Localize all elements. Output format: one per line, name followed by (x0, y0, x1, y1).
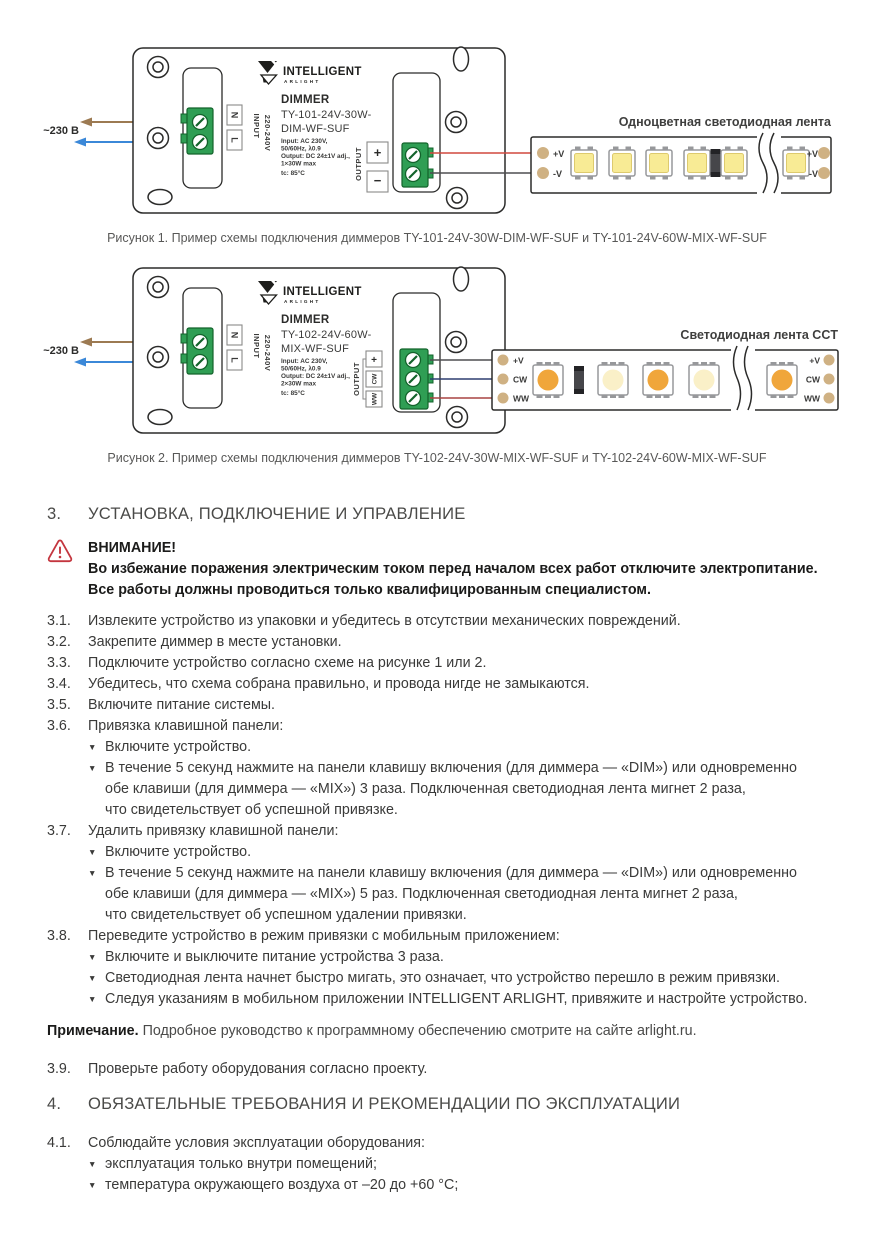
model-line2: DIM-WF-SUF (281, 123, 350, 135)
output-plus-label: + (373, 145, 382, 160)
led-strip-mono (531, 133, 831, 195)
pad-ww-label: WW (803, 393, 820, 404)
figure2-diagram (0, 262, 874, 442)
sub-bullet (88, 842, 843, 863)
arrow-blue-icon (74, 138, 86, 147)
item-number: 4.1. (47, 1135, 71, 1151)
brand-subname: ARLIGHT (284, 299, 321, 304)
spec-freq: 50/60Hz, λ0.9 (281, 145, 321, 153)
terminal-screw-icon (406, 148, 421, 163)
terminal-screw-icon (193, 335, 208, 350)
output-cw-label: CW (371, 373, 379, 385)
list-item (47, 653, 843, 674)
terminal-screw-icon (406, 353, 421, 368)
led-chip-icon (571, 147, 597, 180)
mounting-hole-icon (148, 128, 169, 149)
item-number: 3.5. (47, 697, 71, 713)
warning-block (47, 538, 843, 601)
spec-input: Input: AC 230V, (281, 358, 328, 365)
mounting-hole-icon (446, 332, 467, 353)
led-chip-icon (533, 362, 563, 398)
mounting-slot-icon (148, 410, 172, 425)
solder-pad-icon (537, 147, 549, 159)
item-text: Удалить привязку клавишной панели: (88, 823, 339, 839)
mains-voltage-label: ~230 В (43, 125, 79, 137)
bullet-marker-icon: ▼ (88, 742, 97, 752)
input-label: INPUT (252, 333, 261, 359)
bullet-marker-icon: ▼ (88, 952, 97, 962)
spec-freq: 50/60Hz, λ0.9 (281, 365, 321, 373)
bullet-text: температура окружающего воздуха от –20 до +60 °C; (105, 1177, 459, 1193)
spec-output: Output: DC 24±1V adj., (281, 153, 350, 160)
item-text: Соблюдайте условия эксплуатации оборудования: (88, 1135, 425, 1151)
bullet-marker-icon: ▼ (88, 1180, 97, 1190)
spec-tc: tc: 85°C (281, 170, 305, 177)
input-range-label: 220-240V (263, 334, 272, 372)
solder-pad-icon (498, 374, 509, 385)
sub-bullet (88, 989, 843, 1010)
mounting-hole-icon (446, 112, 467, 133)
input-label: INPUT (252, 113, 261, 139)
spec-power: 1×30W max (281, 160, 316, 168)
resistor-icon (711, 149, 721, 177)
pad-cw-label: CW (513, 374, 528, 385)
terminal-screw-icon (193, 355, 208, 370)
sub-bullet (88, 737, 843, 758)
led-chip-icon (767, 362, 797, 398)
spec-input: Input: AC 230V, (281, 138, 328, 145)
warning-triangle-icon (47, 538, 88, 601)
terminal-n-label: N (229, 331, 240, 339)
item-number: 3.1. (47, 613, 71, 629)
solder-pad-icon (818, 167, 830, 179)
item-number: 3.4. (47, 676, 71, 692)
terminal-screw-icon (406, 167, 421, 182)
list-item (47, 926, 843, 947)
terminal-l-label: L (229, 357, 240, 363)
mounting-hole-icon (148, 347, 169, 368)
note-text: Подробное руководство к программному обеспечению смотрите на сайте arlight.ru. (142, 1023, 697, 1039)
model-line1: TY-101-24V-30W- (281, 109, 372, 121)
mounting-hole-icon (447, 407, 468, 428)
item-text: Привязка клавишной панели: (88, 718, 284, 734)
list-item (47, 821, 843, 842)
terminal-screw-icon (406, 372, 421, 387)
output-terminal (400, 349, 433, 409)
spec-power: 2×30W max (281, 380, 316, 388)
terminal-screw-icon (406, 391, 421, 406)
item-number: 3.8. (47, 928, 71, 944)
terminal-l-label: L (229, 137, 240, 143)
output-minus-label: − (373, 173, 382, 188)
item-number: 3.9. (47, 1061, 71, 1077)
resistor-icon (574, 366, 584, 394)
sub-bullet (88, 947, 843, 968)
product-title: DIMMER (281, 94, 330, 106)
led-chip-icon (609, 147, 635, 180)
bullet-marker-icon: ▼ (88, 994, 97, 1004)
section4-title: ОБЯЗАТЕЛЬНЫЕ ТРЕБОВАНИЯ И РЕКОМЕНДАЦИИ ПО ЭКСПЛУАТАЦИИ (88, 1094, 681, 1113)
mounting-slot-icon (148, 190, 172, 205)
bullet-text: Включите устройство. (105, 844, 252, 860)
section3-number: 3. (47, 504, 62, 523)
bullet-text: Следуя указаниям в мобильном приложении INTELLIGENT ARLIGHT, привяжите и настройте устройство. (105, 991, 808, 1007)
warning-title: ВНИМАНИЕ! (88, 540, 177, 556)
pad-minus-label: -V (553, 169, 562, 179)
led-chip-icon (721, 147, 747, 180)
section4-number: 4. (47, 1094, 62, 1113)
arrow-brown-icon (80, 338, 92, 347)
list-item (47, 611, 843, 632)
section3-heading (47, 503, 843, 525)
solder-pad-icon (824, 355, 835, 366)
solder-pad-icon (498, 393, 509, 404)
bullet-text: Включите и выключите питание устройства 3 раза. (105, 949, 444, 965)
note-label: Примечание. (47, 1023, 139, 1039)
pad-plus-label: +V (553, 149, 565, 159)
pad-plus-label: +V (513, 355, 524, 366)
item-number: 3.7. (47, 823, 71, 839)
model-line1: TY-102-24V-60W- (281, 329, 372, 341)
item-text: Убедитесь, что схема собрана правильно, и провода нигде не замыкаются. (88, 676, 590, 692)
bullet-marker-icon: ▼ (88, 1159, 97, 1169)
item-text: Подключите устройство согласно схеме на рисунке 1 или 2. (88, 655, 487, 671)
bullet-marker-icon: ▼ (88, 973, 97, 983)
solder-pad-icon (824, 374, 835, 385)
mounting-hole-icon (148, 277, 169, 298)
strip-title: Светодиодная лента CCT (680, 328, 838, 342)
arrow-brown-icon (80, 118, 92, 127)
output-ww-label: WW (371, 392, 379, 406)
item-text: Включите питание системы. (88, 697, 276, 713)
solder-pad-icon (537, 167, 549, 179)
bullet-text: Светодиодная лента начнет быстро мигать, это означает, что устройство перешло в режим привязки. (105, 970, 780, 986)
mounting-hole-icon (148, 57, 169, 78)
output-plus-label: + (371, 355, 377, 366)
brand-subname: ARLIGHT (284, 79, 321, 84)
mounting-slot-icon (454, 47, 469, 71)
terminal-n-label: N (229, 111, 240, 119)
item-text: Закрепите диммер в месте установки. (88, 634, 342, 650)
mains-voltage-label: ~230 В (43, 345, 79, 357)
figure1-diagram (0, 42, 874, 232)
note (47, 1021, 843, 1042)
led-strip-cct (492, 346, 838, 412)
led-chip-icon (684, 147, 710, 180)
bullet-text: эксплуатация только внутри помещений; (105, 1156, 377, 1172)
led-chip-icon (689, 362, 719, 398)
figure1-caption: Рисунок 1. Пример схемы подключения диммеров TY-101-24V-30W-DIM-WF-SUF и TY-101-24V-60W-MIX-WF-SUF (107, 231, 767, 245)
sub-bullet (88, 1154, 843, 1175)
solder-pad-icon (498, 355, 509, 366)
led-chip-icon (598, 362, 628, 398)
content (47, 503, 843, 1196)
spec-output: Output: DC 24±1V adj., (281, 373, 350, 380)
list-item (47, 674, 843, 695)
item-text: Проверьте работу оборудования согласно проекту. (88, 1061, 428, 1077)
bullet-marker-icon: ▼ (88, 868, 97, 878)
output-label: OUTPUT (352, 362, 361, 396)
terminal-screw-icon (193, 115, 208, 130)
warning-text (88, 538, 818, 601)
spec-tc: tc: 85°C (281, 390, 305, 397)
led-chip-icon (646, 147, 672, 180)
solder-pad-icon (824, 393, 835, 404)
bullet-text: Включите устройство. (105, 739, 252, 755)
pad-ww-label: WW (513, 393, 530, 404)
section4-heading (47, 1093, 843, 1115)
figure2-caption: Рисунок 2. Пример схемы подключения диммеров TY-102-24V-30W-MIX-WF-SUF и TY-102-24V-60W-MIX-WF-SUF (107, 451, 767, 465)
list-item (47, 632, 843, 653)
list-item (47, 1133, 843, 1154)
pad-cw-label: CW (805, 374, 820, 385)
list-item (47, 1059, 843, 1080)
sub-bullet (88, 968, 843, 989)
product-title: DIMMER (281, 314, 330, 326)
mounting-slot-icon (454, 267, 469, 291)
terminal-screw-icon (193, 135, 208, 150)
output-label: OUTPUT (354, 147, 363, 181)
brand-name: INTELLIGENT (283, 286, 362, 298)
output-terminal (402, 143, 433, 187)
item-number: 3.3. (47, 655, 71, 671)
pad-minus-label: -V (809, 169, 818, 179)
arrow-blue-icon (74, 358, 86, 367)
brand-name: INTELLIGENT (283, 66, 362, 78)
mounting-hole-icon (447, 188, 468, 209)
instruction-list (47, 611, 843, 1010)
bullet-marker-icon: ▼ (88, 763, 97, 773)
item-number: 3.6. (47, 718, 71, 734)
bullet-text: В течение 5 секунд нажмите на панели клавишу включения (для диммера — «DIM») или одновременно обе клавиши (для диммера — «MIX») 5 раз. Подключенная светодиодная лента мигнет 2 раза, что свидетельствует об успешном удалении привязки. (105, 865, 797, 923)
led-chip-icon (643, 362, 673, 398)
section3-title: УСТАНОВКА, ПОДКЛЮЧЕНИЕ И УПРАВЛЕНИЕ (88, 504, 466, 523)
item-number: 3.2. (47, 634, 71, 650)
bullet-marker-icon: ▼ (88, 847, 97, 857)
sub-bullet (88, 863, 843, 926)
item-text: Переведите устройство в режим привязки с мобильным приложением: (88, 928, 560, 944)
solder-pad-icon (818, 147, 830, 159)
pad-plus-label: +V (806, 149, 818, 159)
led-chip-icon (783, 147, 809, 180)
pad-plus-label: +V (809, 355, 820, 366)
sub-bullet (88, 758, 843, 821)
strip-title: Одноцветная светодиодная лента (618, 115, 831, 129)
list-item (47, 695, 843, 716)
warning-line1: Во избежание поражения электрическим током перед началом всех работ отключите электропитание. (88, 561, 818, 577)
list-item (47, 716, 843, 737)
input-range-label: 220-240V (263, 114, 272, 152)
warning-line2: Все работы должны проводиться только квалифицированным специалистом. (88, 582, 651, 598)
model-line2: MIX-WF-SUF (281, 343, 349, 355)
sub-bullet (88, 1175, 843, 1196)
bullet-text: В течение 5 секунд нажмите на панели клавишу включения (для диммера — «DIM») или одновременно обе клавиши (для диммера — «MIX») 3 раза. Подключенная светодиодная лента мигнет 2 раза, что свидетельствует об успешной привязке. (105, 760, 797, 818)
item-text: Извлеките устройство из упаковки и убедитесь в отсутствии механических повреждений. (88, 613, 681, 629)
